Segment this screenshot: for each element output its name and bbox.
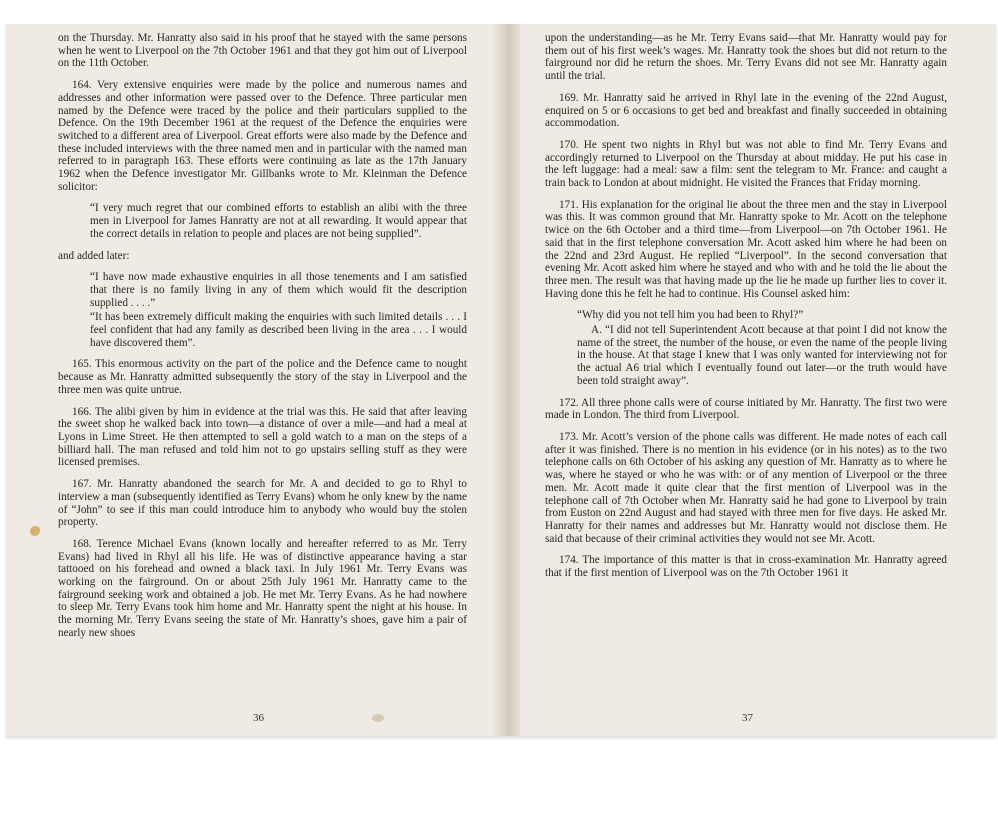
paragraph-169: 169. Mr. Hanratty said he arrived in Rhyl late in the evening of the 22nd August, enquired on 5 or 6 occasions to get bed and breakfast and finally succeeded in obtaining accommodation. <box>545 91 947 130</box>
paragraph-166: 166. The alibi given by him in evidence at the trial was this. He said that after leaving the sweet shop he walked back into town—a distance of over a mile—and had a meal at Lyons in Lime Street. He then attempted to sell a gold watch to a man on the steps of a billiard hall. The man refused and told him not to go upstairs selling stuff as they were licensed premises. <box>58 405 467 469</box>
quote: “It has been extremely difficult making the enquiries with such limited details . . . I feel confident that had any family as described been living in the area . . . I would have discovered them”. <box>90 311 467 349</box>
paragraph-171: 171. His explanation for the original lie about the three men and the stay in Liverpool was this. It was common ground that Mr. Hanratty spoke to Mr. Acott on the telephone twice on the 6th October and a third time—from Liverpool—on 7th October 1961. He said that in the first telephone conversation Mr. Acott asked him where he had been on the 22nd and 23rd August. He replied “Liverpool”. In the second conversation that evening Mr. Acott asked him where he stayed and who with and he told the lie about the three men. The result was that having made up the lie he made up further lies to cover it. Having done this he felt he had to continue. His Counsel asked him: <box>545 198 947 300</box>
paragraph-164: 164. Very extensive enquiries were made by the police and numerous names and addresses and other information were passed over to the Defence. Three particular men named by the Defence were traced by the police and their particulars supplied to the Defence. On the 19th December 1961 at the request of the Defence the enquiries were switched to a different area of Liverpool. Great efforts were also made by the Defence and these included interviews with the three named men and in particular with the named man referred to in paragraph 163. These efforts were continuing as late as the 17th January 1962 when the Defence investigator Mr. Gillbanks wrote to Mr. Kleinman the Defence solicitor: <box>58 79 467 193</box>
quote: A. “I did not tell Superintendent Acott because at that point I did not know the name of the street, the number of the house, or even the name of the people living in the house. At that stage I knew that I was only wanted for interviewing not for the actual A6 trial which I eventually found out later—or the truth would have been told straight away”. <box>577 324 947 387</box>
page-number: 36 <box>253 712 264 724</box>
paragraph-165: 165. This enormous activity on the part of the police and the Defence came to nought because as Mr. Hanratty admitted subsequently the story of the stay in Liverpool and the three men was quite untrue. <box>58 358 467 396</box>
book-spread <box>6 24 996 736</box>
quote: “Why did you not tell him you had been to Rhyl?” <box>577 309 804 322</box>
paragraph-172: 172. All three phone calls were of course initiated by Mr. Hanratty. The first two were made in London. The third from Liverpool. <box>545 396 947 422</box>
paragraph-173: 173. Mr. Acott’s version of the phone calls was different. He made notes of each call after it was finished. There is no mention in his evidence (or in his notes) as to the two telephone calls on 6th October of his asking any question of Mr. Hanratty as to where he was, where he stayed or who he was with: or of any mention of Liverpool or the three men. Mr. Acott made it quite clear that the first mention of Liverpool was in the telephone call of 7th October when Mr. Hanratty said he had gone to Liverpool by train from Euston on 22nd August and had stayed with three men for five days. He asked Mr. Hanratty for their names and addresses but Mr. Hanratty would not disclose them. He said that because of their criminal activities they would not see Mr. Acott. <box>545 430 947 545</box>
paragraph-167: 167. Mr. Hanratty abandoned the search for Mr. A and decided to go to Rhyl to interview a man (subsequently identified as Terry Evans) whom he only knew by the name of “John” to see if this man could introduce him to anybody who would buy the stolen property. <box>58 478 467 529</box>
paragraph-168: 168. Terence Michael Evans (known locally and hereafter referred to as Mr. Terry Evans) had lived in Rhyl all his life. He was of distinctive appearance having a star tattooed on his forehead and owned a black taxi. In July 1961 Mr. Terry Evans was working on the fairground. On or about 25th July 1961 Mr. Hanratty came to the fairground seeking work and obtained a job. He met Mr. Terry Evans. As he had nowhere to sleep Mr. Terry Evans took him home and Mr. Hanratty spent the night at his house. In the morning Mr. Terry Evans seeing the state of Mr. Hanratty’s shoes, gave him a pair of nearly new shoes <box>58 537 467 639</box>
quote: “I have now made exhaustive enquiries in all those tenements and I am satisfied that there is no family living in any of them which would fit the description supplied . . . .” <box>90 271 467 309</box>
paragraph: and added later: <box>58 249 130 262</box>
quote: “I very much regret that our combined efforts to establish an alibi with the three men in Liverpool for James Hanratty are not at all rewarding. It would appear that the correct details in relation to people and places are not being supplied”. <box>90 202 467 240</box>
paragraph: upon the understanding—as he Mr. Terry Evans said—that Mr. Hanratty would pay for them out of his first week’s wages. Mr. Hanratty took the shoes but did not return to the fairground nor did he return the shoes. Mr. Terry Evans did not see Mr. Hanratty again until the trial. <box>545 32 947 83</box>
book-gutter <box>494 24 520 736</box>
left-page <box>58 32 467 649</box>
paragraph-170: 170. He spent two nights in Rhyl but was not able to find Mr. Terry Evans and accordingly returned to Liverpool on the Thursday at about midday. He put his case in the left luggage: had a meal: saw a film: sent the telegram to Mr. France: and caught a train back to London at about midnight. He visited the Frances that Friday morning. <box>545 138 947 190</box>
page-number: 37 <box>742 712 753 724</box>
paper-stain-bottom <box>372 714 384 722</box>
right-page <box>545 32 947 589</box>
paper-stain <box>30 526 40 536</box>
paragraph: on the Thursday. Mr. Hanratty also said in his proof that he stayed with the same persons when he went to Liverpool on the 7th October 1961 and that they got him out of Liverpool on the 11th October. <box>58 32 467 70</box>
paragraph-174: 174. The importance of this matter is that in cross-examination Mr. Hanratty agreed that if the first mention of Liverpool was on the 7th October 1961 it <box>545 554 947 580</box>
